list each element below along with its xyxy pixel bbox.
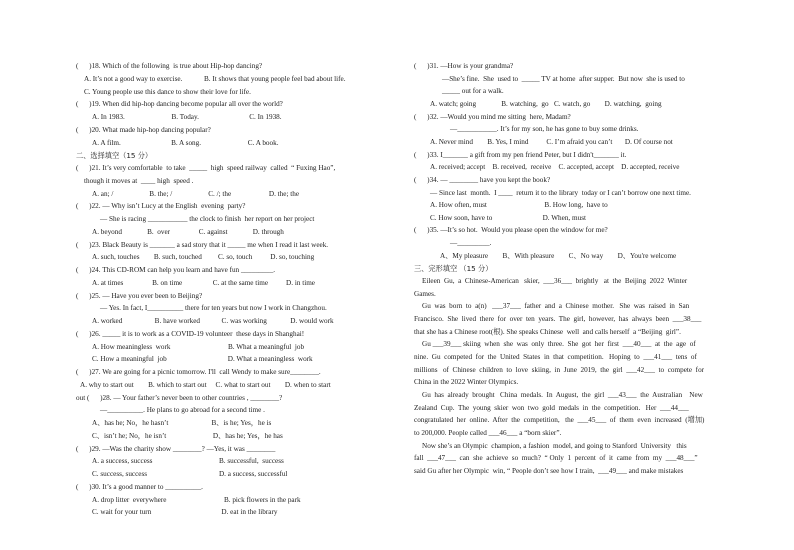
text-line: A. received; accept B. received, receive C. accepted, accept D. accepted, receive [430, 163, 680, 172]
text-line: ( )20. What made hip-hop dancing popular? [76, 125, 211, 134]
text-line: fall ___47___ can she achieve so much? “ Only 1 percent of it came from my ___48___” [414, 454, 698, 463]
text-line: ( )24. This CD-ROM can help you learn and have fun _________. [76, 266, 276, 274]
text-line: A. drop litter everywhere B. pick flowers in the park [92, 495, 301, 504]
text-line: Francisco. She lived there for over ten years. The girl, however, has always been ___38___ [414, 315, 702, 323]
text-line: though it moves at ____ high speed . [84, 176, 194, 185]
text-line: Gu ___39___ skiing when she was only three. She got her first ___40___ at the age of [422, 340, 696, 349]
text-line: ( )31. —How is your grandma? [414, 62, 514, 70]
text-line: —__________. He plans to go abroad for a second time . [100, 406, 265, 415]
text-line: Eileen Gu, a Chinese-American skier, ___36___ brightly at the Beijing 2022 Winter [422, 277, 688, 286]
text-line: C. wait for your turn D. eat in the library [92, 508, 278, 517]
text-line: —___________. It’s for my son, he has gone to buy some drinks. [450, 125, 639, 134]
text-line: ( )25. — Have you ever been to Beijing? [76, 291, 203, 300]
text-line: millions of Chinese children to love skiing, in June 2019, the girl ___42___ to compete for [414, 365, 705, 374]
text-line: ( )33. I_______ a gift from my pen friend Peter, but I didn't_______ it. [414, 150, 627, 159]
text-line: congratulated her online. After the competition, the ___45___ of them even increased (增加) [414, 416, 705, 425]
text-line: Gu was born to a(n) ___37___ father and a Chinese mother. She was raised in San [422, 302, 690, 311]
section-heading: 三、完形填空 （15 分） [414, 264, 493, 274]
text-line: ( )26. _____ it is to work as a COVID-19 volunteer these days in Shanghai! [76, 329, 305, 338]
text-line: ( )18. Which of the following is true about Hip-hop dancing? [76, 62, 263, 70]
text-line: — Since last month. I ____ return it to the library today or I can’t borrow one next time. [430, 188, 691, 197]
text-line: ( )29. —Was the charity show ________? —Yes, it was ________ [76, 444, 276, 453]
text-line: ( )22. — Why isn’t Lucy at the English evening party? [76, 202, 246, 211]
text-line: A. why to start out B. which to start out C. what to start out D. when to start [80, 380, 331, 389]
text-line: —She’s fine. She used to _____ TV at home after supper. But now she is used to [442, 74, 685, 83]
text-line: A. watch; going B. watching, go C. watch, go D. watching, going [430, 99, 662, 108]
text-line: ( )35. —It’s so hot. Would you please open the window for me? [414, 226, 608, 235]
text-line: Zealand Cup. The young skier won two gold medals in the competition. Her ___44___ [414, 403, 689, 412]
text-line: C. How a meaningful job D. What a meaningless work [92, 355, 313, 364]
text-line: A、My pleasure B、With pleasure C、No way D、You're welcome [440, 251, 677, 260]
text-line: A. beyond B. over C. against D. through [92, 227, 284, 236]
text-line: A. A film. B. A song. C. A book. [92, 138, 279, 147]
text-line: C、isn’t he; No，he isn’t D、has he; Yes，he has [92, 431, 283, 440]
text-line: A. In 1983. B. Today. C. In 1938. [92, 113, 282, 121]
text-line: —_________. [450, 239, 492, 248]
text-line: said Gu after her Olympic win, “ People don’t see how I train, ___49___ and make mistakes [414, 466, 684, 475]
text-line: C. success, success D. a success, successful [92, 470, 288, 478]
text-line: A. an; / B. the; / C. /; the D. the; the [92, 189, 300, 198]
section-heading: 二、选择填空（15 分） [76, 151, 153, 161]
text-line: — She is racing ___________ the clock to finish her report on her project [100, 215, 315, 223]
text-line: A. How meaningless work B. What a meaningful job [92, 342, 305, 351]
text-line: C. Young people use this dance to show their love for life. [84, 87, 251, 96]
text-line: that she has a Chinese root(根). She speaks Chinese well and calls herself a “Beijing girl”. [414, 327, 681, 336]
text-line: ( )34. — ________ have you kept the book? [414, 175, 551, 184]
text-line: A. Never mind B. Yes, I mind C. I’m afraid you can’t D. Of course not [430, 137, 673, 146]
text-line: _____ out for a walk. [442, 87, 504, 96]
text-line: A. such, touches B. such, touched C. so, touch D. so, touching [92, 253, 315, 262]
text-line: A. How often, must B. How long, have to [430, 201, 608, 210]
text-line: C. How soon, have to D. When, must [430, 213, 586, 222]
text-line: A、has he; No，he hasn’t B、is he; Yes，he is [92, 419, 272, 427]
text-line: ( )19. When did hip-hop dancing become popular all over the world? [76, 100, 283, 109]
text-line: ( )23. Black Beauty is _______ a sad story that it _____ me when I read it last week. [76, 240, 329, 249]
text-line: ( )30. It’s a good manner to __________. [76, 482, 203, 491]
text-line: out ( )28. — Your father’s never been to other countries , ________? [76, 393, 283, 402]
text-line: China in the 2022 Winter Olympics. [414, 378, 519, 387]
text-line: A. a success, success B. successful, success [92, 457, 284, 466]
text-line: to 200,000. People called ___46___ a “born skier”. [414, 428, 562, 437]
text-line: Now she’s an Olympic champion, a fashion model, and going to Stanford University this [422, 441, 687, 450]
text-line: ( )27. We are going for a picnic tomorrow. I'll call Wendy to make sure________. [76, 368, 321, 376]
text-line: nine. Gu competed for the United States in that competition. Hoping to ___41___ tens of [414, 352, 697, 361]
text-line: ( )21. It’s very comfortable to take _____ high speed railway called “ Fuxing Hao”, [76, 164, 336, 172]
text-line: — Yes. In fact, I__________ there for ten years but now I work in Changzhou. [100, 304, 327, 313]
text-line: A. at times B. on time C. at the same time D. in time [92, 278, 315, 287]
text-line: Games. [414, 289, 436, 298]
text-line: A. It’s not a good way to exercise. B. It shows that young people feel bad about life. [84, 74, 346, 83]
text-line: A. worked B. have worked C. was working D. would work [92, 317, 334, 325]
text-line: ( )32. —Would you mind me sitting here, Madam? [414, 112, 571, 121]
text-line: Gu has already brought China medals. In August, the girl ___43___ the Australian New [422, 390, 703, 399]
